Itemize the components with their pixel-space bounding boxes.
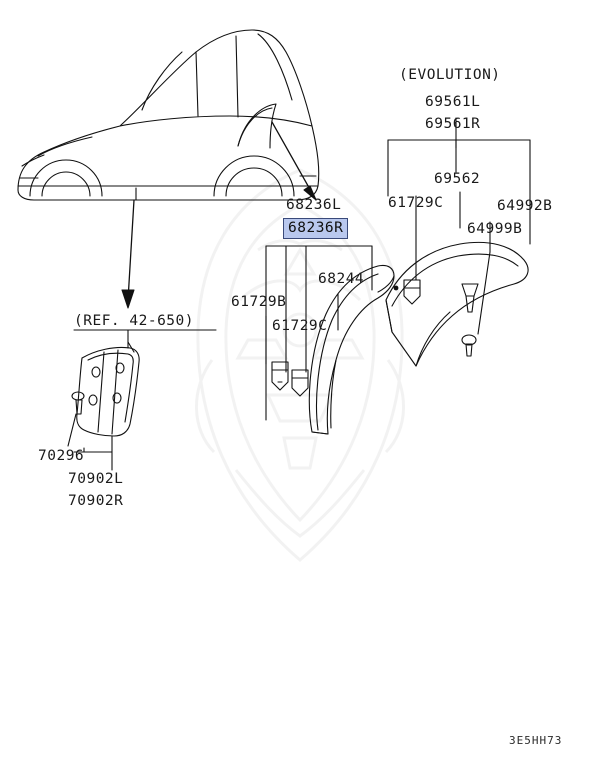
label-68236L: 68236L: [286, 197, 342, 213]
clip-61729C-right: [404, 280, 420, 304]
part-mudguard-70902: [77, 342, 139, 436]
label-61729B: 61729B: [231, 294, 287, 310]
part-evolution-flare: [386, 242, 528, 366]
label-64992B: 64992B: [497, 198, 553, 214]
label-61729C-right: 61729C: [388, 195, 444, 211]
label-ref-42-650: (REF. 42-650): [74, 313, 194, 329]
part-68236R-flare: [309, 265, 394, 434]
diagram-footer-code: 3E5HH73: [509, 734, 563, 747]
label-evolution: (EVOLUTION): [399, 67, 501, 83]
label-69561R: 69561R: [425, 116, 481, 132]
screw-70296: [68, 392, 84, 446]
car-illustration: [18, 30, 319, 200]
leader-arrow-mudguard: [122, 200, 134, 308]
label-70296: 70296: [38, 448, 85, 464]
label-69561L: 69561L: [425, 94, 481, 110]
label-61729C-left: 61729C: [272, 318, 328, 334]
clip-61729C-left: [292, 370, 308, 396]
leader-arrow-rear-arch: [272, 122, 316, 200]
label-70902L: 70902L: [68, 471, 124, 487]
label-64999B: 64999B: [467, 221, 523, 237]
label-69562: 69562: [434, 171, 481, 187]
selected-part-68236R[interactable]: 68236R: [283, 218, 348, 239]
mount-point-dot: [394, 286, 399, 291]
bolt-64999B: [462, 284, 478, 312]
label-68244: 68244: [318, 271, 365, 287]
label-70902R: 70902R: [68, 493, 124, 509]
